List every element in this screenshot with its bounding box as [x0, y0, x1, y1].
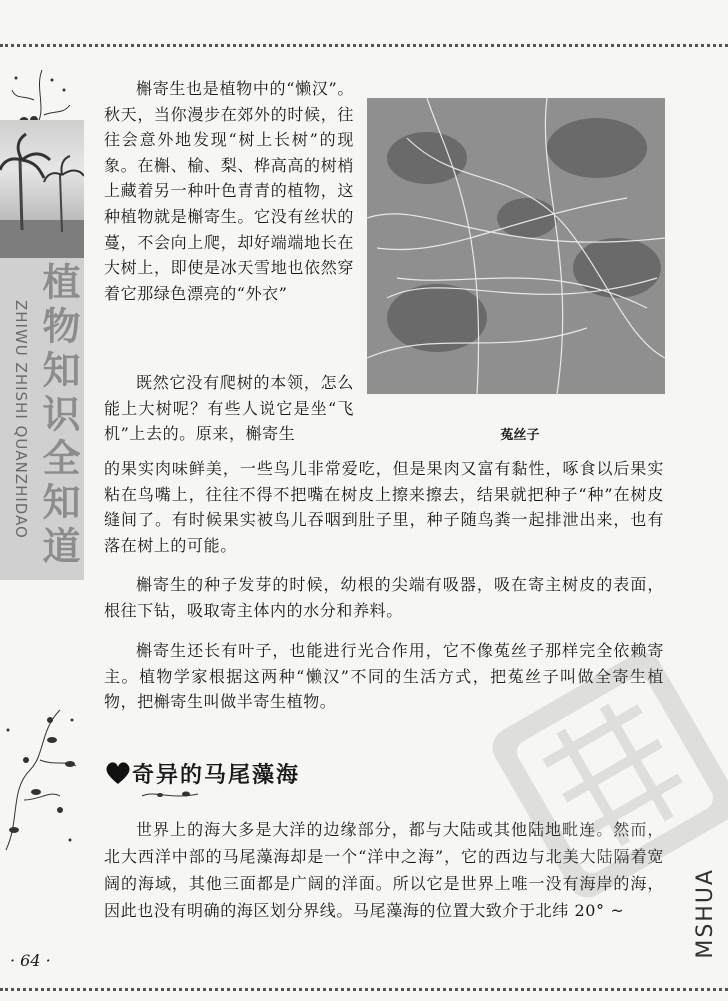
sidebar-pinyin: ZHIWU ZHISHI QUANZHIDAO [12, 299, 30, 539]
page-number: · 64 · [10, 951, 51, 970]
paragraph-1: 槲寄生也是植物中的“懒汉”。秋天，当你漫步在郊外的时候，往往会意外地发现“树上长树”的现象。在槲、榆、梨、桦高高的树梢上藏着另一种叶色青青的植物，这种植物就是槲寄生。它没有丝状的蔓，不会向上爬，却好端端地长在大树上，即使是冰天雪地也依然穿着它那绿色漂亮的“外衣” [104, 79, 354, 303]
figure-caption: 菟丝子 [500, 428, 540, 443]
sidebar-book-title: 植物知识全知道 [36, 262, 81, 570]
paragraph-3: 槲寄生的种子发芽的时候，幼根的尖端有吸器，吸在寄主树皮的表面，根往下钻，吸取寄主体内的水分和养料。 [104, 575, 664, 620]
dodder-photo [367, 98, 665, 394]
side-watermark-text: MSHUA [693, 868, 718, 959]
paragraph-5: 世界上的海大多是大洋的边缘部分，都与大陆或其他陆地毗连。然而，北大西洋中部的马尾藻海却是一个“洋中之海”，它的西边与北美大陆隔着宽阔的海域，其他三面都是广阔的洋面。所以它是世界上唯一没有海岸的海，因此也没有明确的海区划分界线。马尾藻海的位置大致介于北纬 20° ~ [104, 820, 664, 920]
paragraph-2-end: 的果实肉味鲜美，一些鸟儿非常爱吃，但是果肉又富有黏性，啄食以后果实粘在鸟嘴上，往往不得不把嘴在树皮上擦来擦去，结果就把种子“种”在树皮缝间了。有时候果实被鸟儿吞咽到肚子里，种子随鸟粪一起排泄出来，也有落在树上的可能。 [104, 459, 664, 555]
section-heading-title: 奇异的马尾藻海 [132, 761, 301, 788]
heading-vine-ornament [140, 788, 200, 802]
section-heading [104, 752, 300, 794]
heart-icon [104, 760, 132, 786]
paragraph-2-start: 既然它没有爬树的本领，怎么能上大树呢？有些人说它是坐“飞机”上去的。原来，槲寄生 [104, 373, 354, 444]
bottom-dotted-rule [0, 988, 728, 991]
top-dotted-rule [0, 44, 728, 47]
seal-watermark [480, 640, 728, 910]
paragraph-4: 槲寄生还长有叶子，也能进行光合作用，它不像菟丝子那样完全依赖寄主。植物学家根据这两种“懒汉”不同的生活方式，把菟丝子叫做全寄生植物，把槲寄生叫做半寄生植物。 [104, 641, 664, 712]
floral-ornament-bottom [0, 700, 84, 860]
sidebar-palm-photo [0, 120, 84, 260]
